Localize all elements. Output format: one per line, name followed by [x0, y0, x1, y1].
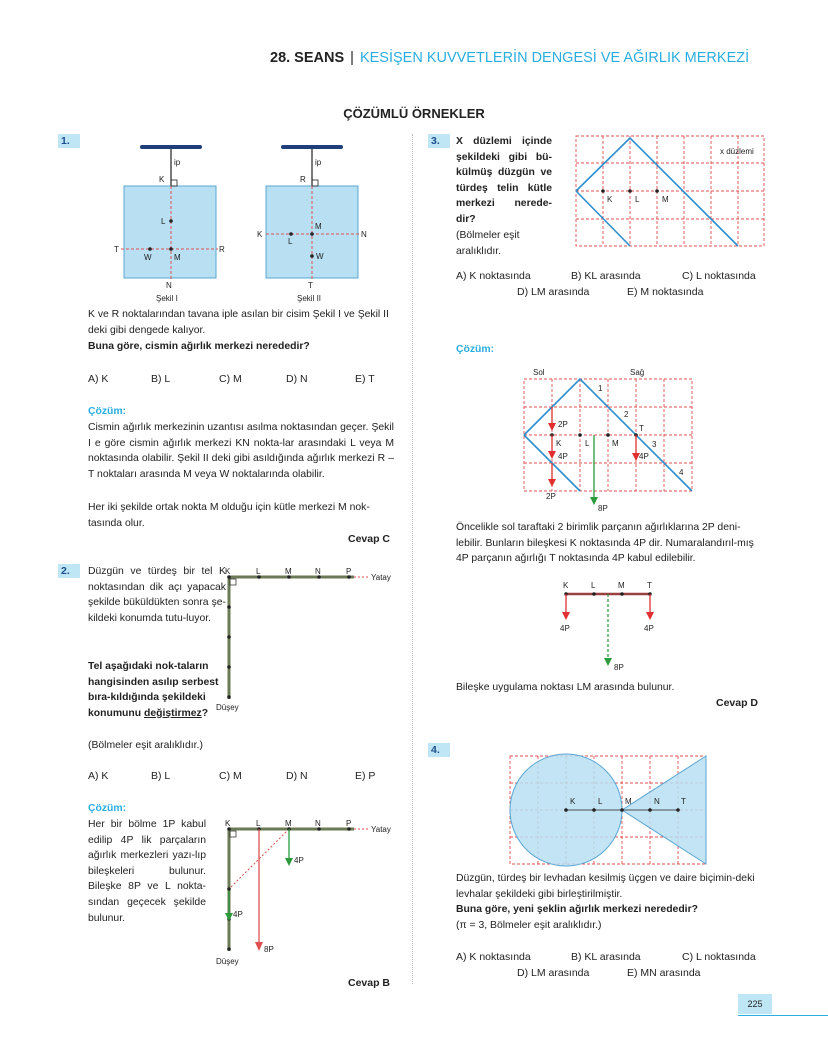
q2-fig-m: M	[285, 567, 292, 576]
q3-solution-text: Öncelikle sol taraftaki 2 birimlik parçanın ağırlıklarına 2P deni-lebilir. Bunların bileşkesi K noktasında 4P dir. Numaralandırıl-mış 4P parçanın ağırlığı T noktasında 4P kabul edilebilir.	[456, 522, 754, 565]
q3-choice-d[interactable]: D) LM arasında	[517, 286, 590, 298]
q2-solution-label: Çözüm:	[88, 803, 127, 814]
q3-sol-left: Sol	[533, 368, 545, 377]
q4-figure	[508, 752, 708, 868]
q3-sol2-f2: 4P	[644, 624, 654, 633]
q3-sol-t: T	[639, 424, 644, 433]
fig1-l: L	[161, 217, 166, 226]
q2-fig-k: K	[225, 567, 231, 576]
fig1-r: R	[219, 245, 225, 254]
q3-sol2-f1: 4P	[560, 624, 570, 633]
q2-sol-duesey: Düşey	[216, 957, 239, 966]
q3-sol2-t: T	[647, 581, 652, 590]
q3-sol-4p-b: 4P	[639, 452, 649, 461]
column-divider	[412, 134, 413, 984]
footer-line	[738, 1015, 828, 1016]
fig1-rope-label: ip	[174, 158, 181, 167]
fig1-caption: Şekil I	[156, 294, 178, 303]
q3-number: 3.	[428, 134, 450, 148]
q1-figure-2	[257, 145, 367, 303]
q2-solution: Her bir bölme 1P kabul edilip 4P lik parçaların ağırlık merkezleri yazı-lıp bileşkeleri bulunur. Bileşke 8P ve L nokta-sından geçecek şekilde bulunur.	[88, 819, 206, 924]
fig1-n: N	[166, 281, 172, 290]
q3-sol-2p-b: 2P	[546, 492, 556, 501]
q2-sol-p: P	[346, 819, 352, 828]
fig2-w: W	[316, 252, 324, 261]
header-separator: |	[350, 50, 354, 66]
q3-k: K	[607, 195, 613, 204]
q2-sol-f2: 4P	[233, 910, 243, 919]
q3-solution-text-2: Bileşke uygulama noktası LM arasında bulunur.	[456, 682, 675, 693]
q3-sol-n1: 1	[598, 384, 603, 393]
page-header	[270, 50, 749, 66]
q2-answer: Cevap B	[348, 977, 391, 989]
q3-sol-l: L	[585, 439, 590, 448]
fig2-caption: Şekil II	[297, 294, 322, 303]
q3-sol-right: Sağ	[630, 368, 645, 377]
q2-sol-k: K	[225, 819, 231, 828]
q4-t: T	[681, 797, 686, 806]
q1-solution-2: Her iki şekilde ortak nokta M olduğu için kütle merkezi M nok-tasında olur.	[88, 502, 370, 529]
q2-question-underline: değiştirmez	[144, 707, 202, 719]
session-label: 28. SEANS	[270, 50, 345, 66]
q3-sol-m: M	[612, 439, 619, 448]
q1-choice-e[interactable]: E) T	[355, 373, 375, 385]
q2-fig-duesey: Düşey	[216, 703, 239, 712]
header-title: KESİŞEN KUVVETLERİN DENGESİ VE AĞIRLIK MERKEZİ	[359, 50, 750, 66]
q4-k: K	[570, 797, 576, 806]
q3-sol2-f3: 8P	[614, 663, 624, 672]
q3-sol-k: K	[556, 439, 562, 448]
q1-figure-1	[114, 145, 225, 303]
q4-choice-d[interactable]: D) LM arasında	[517, 967, 590, 979]
q2-fig-l: L	[256, 567, 261, 576]
q2-choice-d[interactable]: D) N	[286, 770, 308, 782]
q2-choice-a[interactable]: A) K	[88, 770, 109, 782]
q2-question-mark: ?	[201, 707, 209, 719]
q2-number: 2.	[58, 564, 80, 578]
q1-choice-a[interactable]: A) K	[88, 373, 109, 385]
q1-number: 1.	[58, 134, 80, 148]
fig2-rope-label: ip	[315, 158, 322, 167]
q4-n: N	[654, 797, 660, 806]
q2-question-text: Tel aşağıdaki nok-taların hangisinden asılıp serbest bıra-kıldığında şekildeki konumunu	[88, 661, 219, 719]
q2-solution-figure	[214, 818, 398, 968]
q4-choice-e[interactable]: E) MN arasında	[627, 967, 701, 979]
q4-choice-c[interactable]: C) L noktasında	[682, 951, 756, 963]
q1-choice-b[interactable]: B) L	[151, 373, 171, 385]
fig2-m: M	[315, 222, 322, 231]
q2-choice-e[interactable]: E) P	[355, 770, 376, 782]
q4-m: M	[625, 797, 632, 806]
q3-sol-n2: 2	[624, 410, 629, 419]
q1-solution-label: Çözüm:	[88, 406, 127, 417]
q3-sol2-m: M	[618, 581, 625, 590]
q3-sol2-l: L	[591, 581, 596, 590]
q1-question: Buna göre, cismin ağırlık merkezi nerededir?	[88, 341, 310, 352]
q2-figure	[214, 566, 398, 716]
q3-choice-a[interactable]: A) K noktasında	[456, 270, 531, 282]
q2-fig-yatay: Yatay	[371, 573, 391, 582]
q3-figure	[572, 135, 768, 250]
section-title: ÇÖZÜMLÜ ÖRNEKLER	[343, 106, 485, 121]
q3-sol-n4: 4	[679, 468, 684, 477]
fig1-t: T	[114, 245, 119, 254]
q3-choice-b[interactable]: B) KL arasında	[571, 270, 641, 282]
q4-question: Buna göre, yeni şeklin ağırlık merkezi nerededir?	[456, 904, 698, 915]
fig1-m: M	[174, 253, 181, 262]
q1-answer: Cevap C	[348, 533, 391, 545]
q3-choice-e[interactable]: E) M noktasında	[627, 286, 704, 298]
q3-sol2-k: K	[563, 581, 569, 590]
q4-number: 4.	[428, 743, 450, 757]
q2-choice-b[interactable]: B) L	[151, 770, 171, 782]
q4-choice-b[interactable]: B) KL arasında	[571, 951, 641, 963]
q2-sol-l: L	[256, 819, 261, 828]
q2-sol-f3: 8P	[264, 945, 274, 954]
q3-solution-figure	[518, 365, 698, 515]
q2-note: (Bölmeler eşit aralıklıdır.)	[88, 740, 203, 751]
q2-sol-n: N	[315, 819, 321, 828]
q2-fig-n: N	[315, 567, 321, 576]
q4-note: (π = 3, Bölmeler eşit aralıklıdır.)	[456, 920, 602, 931]
q2-sol-yatay: Yatay	[371, 825, 391, 834]
fig2-t: T	[308, 281, 313, 290]
q2-question	[88, 659, 226, 721]
q3-choice-c[interactable]: C) L noktasında	[682, 270, 756, 282]
q1-choice-d[interactable]: D) N	[286, 373, 308, 385]
q4-l: L	[598, 797, 603, 806]
q3-sol-8p: 8P	[598, 504, 608, 513]
q2-text: Düzgün ve türdeş bir tel K noktasından dik açı yapacak şekilde büküldükten sonra şe-kildeki konumda tutu-luyor.	[88, 566, 226, 624]
fig2-r: R	[300, 175, 306, 184]
q2-sol-m: M	[285, 819, 292, 828]
q3-solution-label: Çözüm:	[456, 344, 495, 355]
fig2-l: L	[288, 237, 293, 246]
fig2-k: K	[257, 230, 263, 239]
q4-choice-a[interactable]: A) K noktasında	[456, 951, 531, 963]
q2-sol-f1: 4P	[294, 856, 304, 865]
q3-sol-4p-a: 4P	[558, 452, 568, 461]
q1-figures	[108, 140, 398, 308]
q2-choice-c[interactable]: C) M	[219, 770, 242, 782]
q3-l: L	[635, 195, 640, 204]
q3-sol-2p-a: 2P	[558, 420, 568, 429]
q3-question: X düzlemi içinde şekildeki gibi bü-külmüş düzgün ve türdeş telin kütle merkezi nerede-dir?	[456, 136, 552, 225]
q3-answer: Cevap D	[716, 697, 759, 709]
q4-text: Düzgün, türdeş bir levhadan kesilmiş üçgen ve daire biçimin-deki levhalar şekildeki gibi birleştirilmiştir.	[456, 873, 755, 900]
fig1-w: W	[144, 253, 152, 262]
q3-plane: x düzlemi	[720, 147, 754, 156]
page-number: 225	[738, 994, 772, 1014]
q3-note: (Bölmeler eşit aralıklıdır.	[456, 230, 520, 257]
q1-text: K ve R noktalarından tavana iple asılan bir cisim Şekil I ve Şekil II deki gibi dengede kalıyor.	[88, 309, 389, 336]
q1-choice-c[interactable]: C) M	[219, 373, 242, 385]
q3-solution-figure-2	[552, 578, 672, 674]
q3-m: M	[662, 195, 669, 204]
q2-fig-p: P	[346, 567, 352, 576]
q1-solution: Cismin ağırlık merkezinin uzantısı asılma noktasından geçer. Şekil I e göre cismin ağırlık merkezi KN nokta-lar arasındaki L veya M noktasında olabilir. Şekil II deki gibi asıldığında ağırlık merkezi R – T noktaları arasında M veya W noktalarında olabilir.	[88, 422, 394, 480]
fig1-k: K	[159, 175, 165, 184]
q3-sol-n3: 3	[652, 440, 657, 449]
fig2-n: N	[361, 230, 367, 239]
